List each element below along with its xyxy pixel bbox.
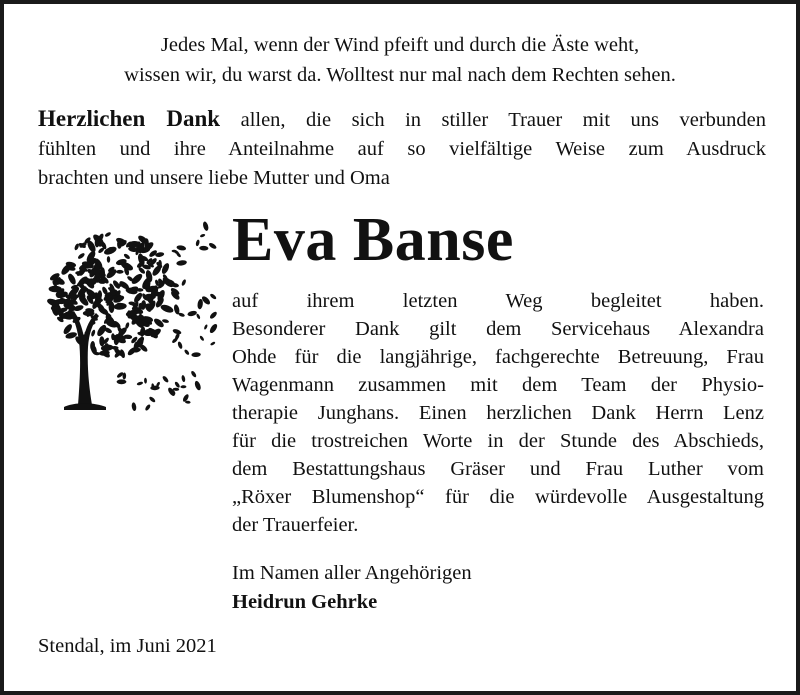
leaf-shape xyxy=(77,252,85,260)
leaf-shape xyxy=(90,329,95,337)
signature-line: Im Namen aller Angehörigen xyxy=(232,562,472,584)
leaf-shape xyxy=(107,256,111,263)
leaf-shape xyxy=(99,336,105,346)
tree-in-wind-icon xyxy=(34,209,219,419)
leaf-shape xyxy=(187,310,197,317)
leaf-shape xyxy=(195,239,200,246)
leaf-shape xyxy=(208,242,217,250)
intro-line-1-rest: allen, die sich in stiller Trauer mit uns verbunden xyxy=(240,109,766,131)
leaf-shape xyxy=(180,385,186,388)
body-line: für die trostreichen Worte in der Stunde des Abschieds, xyxy=(232,430,764,452)
leaf-shape xyxy=(144,378,147,384)
place-date: Stendal, im Juni 2021 xyxy=(38,635,217,657)
leaf-shape xyxy=(148,396,156,403)
intro-line-2: fühlten und ihre Anteilnahme auf so vielfältige Weise zum Ausdruck xyxy=(38,138,766,160)
leaf-shape xyxy=(209,311,218,320)
leaf-shape xyxy=(194,380,202,391)
thanks-heading: Herzlichen Dank xyxy=(38,106,221,131)
leaf-shape xyxy=(160,262,170,275)
leaf-shape xyxy=(209,293,217,300)
body-line: auf ihrem letzten Weg begleitet haben. xyxy=(232,290,764,312)
body-line: „Röxer Blumenshop“ für die würdevolle Ausgestaltung xyxy=(232,486,764,508)
leaf-shape xyxy=(117,379,127,384)
leaf-shape xyxy=(199,335,205,341)
leaf-shape xyxy=(177,341,183,349)
leaf-shape xyxy=(181,279,187,287)
poem-line: Jedes Mal, wenn der Wind pfeift und durch die Äste weht, xyxy=(160,34,640,56)
leaf-shape xyxy=(208,323,218,335)
intro-line-3: brachten und unsere liebe Mutter und Oma xyxy=(38,167,390,189)
leaf-shape xyxy=(199,246,208,251)
leaf-shape xyxy=(162,319,170,324)
signer-name: Heidrun Gehrke xyxy=(232,591,378,613)
leaf-shape xyxy=(67,273,78,286)
leaf-shape xyxy=(136,381,143,386)
leaf-shape xyxy=(202,221,209,232)
leaf-shape xyxy=(116,270,124,274)
leaf-shape xyxy=(153,317,166,329)
intro-line-1 xyxy=(38,104,766,135)
leaf-shape xyxy=(144,404,151,412)
leaf-shape xyxy=(191,352,201,357)
leaf-shape xyxy=(190,370,197,378)
body-line: dem Bestattungshaus Gräser und Frau Luther vom xyxy=(232,458,764,480)
leaf-shape xyxy=(131,402,137,411)
leaf-shape xyxy=(176,245,186,252)
poem-line: wissen wir, du warst da. Wolltest nur mal nach dem Rechten sehen. xyxy=(124,64,676,86)
body-line: der Trauerfeier. xyxy=(232,514,359,536)
body-line: Ohde für die langjährige, fachgerechte Betreuung, Frau xyxy=(232,346,764,368)
body-line: Wagenmann zusammen mit dem Team der Physio- xyxy=(232,374,764,396)
thanks-intro xyxy=(38,104,766,193)
leaf-shape xyxy=(49,286,62,293)
leaf-shape xyxy=(203,324,208,330)
body-line: Besonderer Dank gilt dem Servicehaus Alexandra xyxy=(232,318,764,340)
leaf-shape xyxy=(162,375,170,383)
leaf-shape xyxy=(197,299,204,310)
leaf-shape xyxy=(123,253,131,260)
leaf-shape xyxy=(174,381,181,388)
leaf-shape xyxy=(196,313,201,319)
leaf-shape xyxy=(160,303,175,314)
deceased-name: Eva Banse xyxy=(232,206,514,274)
leaf-shape xyxy=(176,260,187,267)
leaf-shape xyxy=(104,231,111,237)
leaf-shape xyxy=(181,375,186,383)
signature-block xyxy=(232,559,472,617)
thanks-body xyxy=(232,287,764,539)
leaf-shape xyxy=(184,349,190,356)
poem xyxy=(24,30,776,90)
leaf-shape xyxy=(210,341,216,346)
leaf-shape xyxy=(200,233,206,238)
body-line: therapie Junghans. Einen herzlichen Dank Herrn Lenz xyxy=(232,402,764,424)
